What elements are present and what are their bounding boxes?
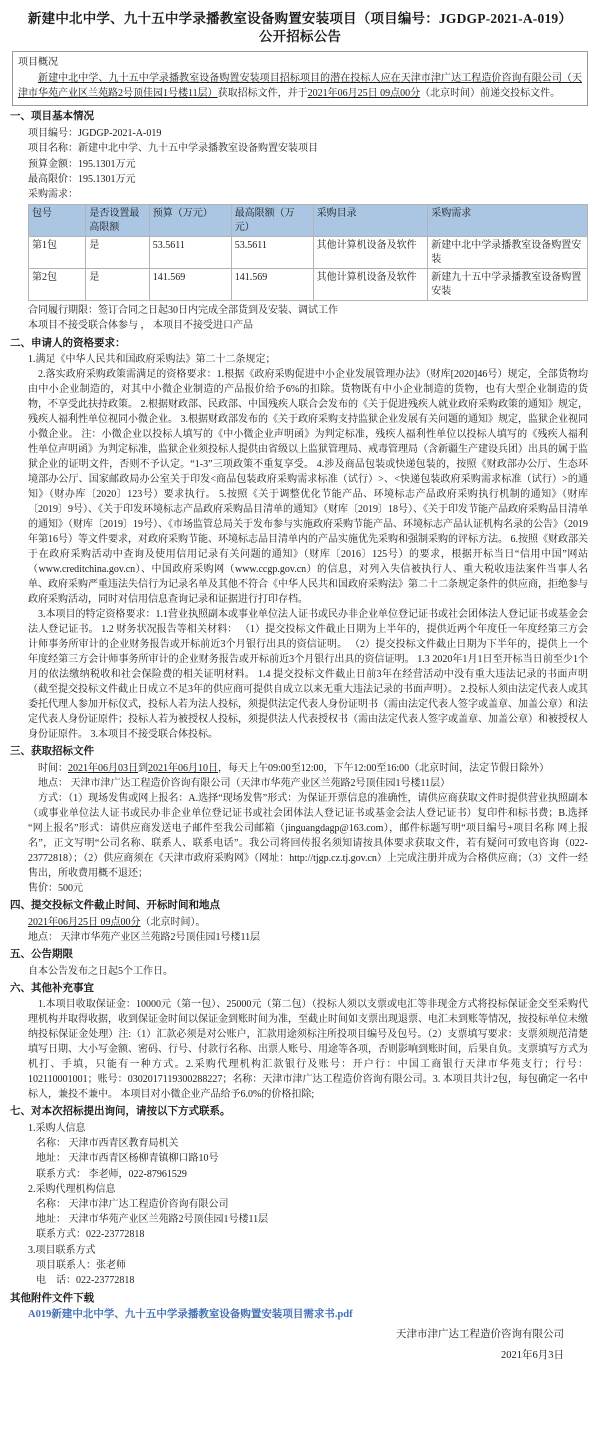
project-contact-person: 项目联系人：张老师 [36,1259,126,1271]
signature-company: 天津市津广达工程造价咨询有限公司 [396,1328,564,1340]
section-heading-3: 三、获取招标文件 [10,746,94,758]
section-heading-4: 四、提交投标文件截止时间、开标时间和地点 [10,900,220,911]
field-label: 项目编号： [28,128,78,140]
supplementary-item-1: 1.本项目收取保证金：10000元（第一包）、25000元（第二包）（投标人须以支票或电汇等非现金方式将投标保证金交至采购代理机构并取得收据，收到保证金时间以保证金到账时间为准，至截止时间如支票出现退票、电汇未到账等情况，按投标单位未缴纳投标保证金处理）注:（1）汇款必须是对公账户，汇款用途须标注所投项目编号及包号。（2）支票填写要求：支票须规范清楚填写日期、大小写金额、密码、行号、付款行名称、出票人账号、用途等各项，否则影响到账时间，后果自负。支票填写方式为机打、手填，只能有一种方式。2.采购代理机构汇款银行及账号：开户行：中国工商银行天津市华苑支行；行号：102110001001；账号：0302017119300288227；名称：天津市津广达工程造价咨询有限公司。3. 本项目共计2包，每包确定一名中标人，兼投不兼中。 本项目对小微企业产品给予6.0%的价格扣除; [28,999,588,1101]
cell-budget: 141.569 [149,269,231,301]
field-project-name [28,141,590,156]
section-heading-2: 二、申请人的资格要求： [10,337,126,349]
overview-deadline-underline: 2021年06月25日 09点00分 [307,88,421,100]
cell-catalog: 其他计算机设备及软件 [313,237,428,269]
overview-seg1: 新建中北中学、九十五中学录播教室设备购置安装项目招标项目的潜在投标人应在 [38,73,401,85]
bid-deadline-rest: （北京时间）。 [140,916,206,928]
section-heading-7: 七、对本次招标提出询问，请按以下方式联系。 [10,1106,231,1118]
section-heading-5: 五、公告期限 [10,948,73,960]
overview-label: 项目概况 [18,57,58,69]
col-header-budget: 预算（万元） [149,205,231,237]
table-header-row [29,205,588,237]
cell-budget: 53.5611 [149,237,231,269]
time-separator: 到 [138,763,148,774]
qualification-item-2: 2.落实政府采购政策需满足的资格要求：1.根据《政府采购促进中小企业发展管理办法》（财库[2020]46号）规定，全部货物均由中小企业制造的，对其中小微企业制造的产品报价给予6%的扣除。货物既有中小企业制造的货物，也有大型企业制造的货物，不享受此扶持政策。 2.根据财政部、民政部、中国残疾人联合会发布的《关于促进残疾人就业政府采购政策的通知》规定，残疾人福利性单位视同小微企业。 3.根据财政部发布的《关于政府采购支持监狱企业发展有关问题的通知》规定，监狱企业视同小微企业。 注：小微企业以投标人填写的《中小微企业声明函》为判定标准，残疾人福利性单位以投标人填写的《残疾人福利性单位声明函》为判定标准，监狱企业须投标人提供由省级以上监狱管理局、戒毒管理局（含新疆生产建设兵团）出具的属于监狱企业的证明文件，否则不予认定。“1-3”三项政策不重复享受。 4.涉及商品包装或快递包装的，按照《财政部办公厅、生态环境部办公厅、国家邮政局办公室关于印发<商品包装政府采购需求标准（试行）>、<快递包装政府采购需求标准（试行）>的通知》（财办库〔2020〕123号）要求执行。 5.按照《关于调整优化节能产品、环境标志产品政府采购执行机制的通知》（财库〔2019〕9号）、《关于印发环境标志产品政府采购品目清单的通知》（财库〔2019〕18号）、《关于印发节能产品政府采购品目清单的通知》（财库〔2019〕19号）、《市场监管总局关于发布参与实施政府采购节能产品、环境标志产品认证机构名录的公告》（2019年第16号）等文件要求，对政府采购节能、环境标志品目清单内的产品实施优先采购和强制采购的评标方法。 6.按照《财政部关于在政府采购活动中查询及使用信用记录有关问题的通知》（财库〔2016〕125号）的要求，根据开标当日“信用中国”网站（www.creditchina.gov.cn）、中国政府采购网（www.ccgp.gov.cn）的信息，对列入失信被执行人、重大税收违法案件当事人名单、政府采购严重违法失信行为记录名单及其他不符合《中华人民共和国政府采购法》第二十二条规定条件的供应商，拒绝参与政府采购活动，同时对信用信息查询记录和证据进行打印存档。 [28,369,588,606]
field-label: 预算金额： [28,158,78,170]
announcement-period-body: 自本公告发布之日起5个工作日。 [28,965,173,977]
purchaser-contact: 联系方式： 李老师，022-87961529 [36,1168,187,1180]
cell-package: 第1包 [29,237,86,269]
field-project-code [28,126,590,141]
col-header-catalog: 采购目录 [313,205,428,237]
document-acquisition-place: 地点： 天津市津广达工程造价咨询有限公司（天津市华苑产业区兰苑路2号顶佳园1号楼11层） [38,778,451,789]
attachment-download-link[interactable]: A019新建中北中学、九十五中学录播教室设备购置安装项目需求书.pdf [28,1309,353,1321]
attachments-heading: 其他附件文件下载 [10,1293,94,1305]
section-heading-1: 一、项目基本情况 [10,111,94,123]
table-row [29,269,588,301]
signature-date: 2021年6月3日 [501,1349,564,1361]
overview-body [18,71,582,101]
contract-term-text: 合同履行期限：签订合同之日起30日内完成全部货到及安装、调试工作 [28,305,338,317]
contact-group-title-agency: 2.采购代理机构信息 [28,1183,116,1195]
agency-address: 地址： 天津市华苑产业区兰苑路2号顶佳园1号楼11层 [36,1214,269,1226]
field-value: 195.1301万元 [78,173,136,185]
agency-contact: 联系方式：022-23772818 [36,1229,145,1241]
time-label: 时间： [38,763,68,774]
document-acquisition-method: 方式：（1）现场发售或网上报名：A.选择“现场发售”形式：为保证开票信息的准确性，请供应商获取文件时提供营业执照副本（或事业单位法人证书或民办非企业单位登记证书或社会团体法人登记证书或基金会法人登记证书）复印件和标书费；B.选择“网上报名”形式：请供应商发送电子邮件至我公司邮箱（jinguangdagp@163.com），邮件标题写明“项目编号+项目名称 网上报名”，正文写明“公司名称、联系人、联系电话”。我公司将回传报名须知请按具体要求获取文件，若有疑问可致电咨询（022-23772818）；（2）供应商须在《天津市政府采购网》（网址：http://tjgp.cz.tj.gov.cn）上完成注册并成为合格供应商；（3）文件一经售出，所收费用概不退还； [28,793,588,879]
qualification-item-3: 3.本项目的特定资格要求：1.1营业执照副本或事业单位法人证书或民办非企业单位登记证书或社会团体法人登记证书或基金会法人登记证书。 1.2 财务状况报告等相关材料： （1）提交投标文件截止日期为上半年的，提供近两个年度任一年度经第三方会计师事务所审计的企业财务报告或开标前近3个月银行出具的资信证明。 （2）提交投标文件截止日期为下半年的，提供上一个年度经第三方会计师事务所审计的企业财务报告或开标前近3个月银行出具的资信证明。 1.3 2020年1月1日至开标当日前至少1个月的依法缴纳税收和社会保险费的相关证明材料。 1.4 提交投标文件截止日前3年在经营活动中没有重大违法记录的书面声明（截至提交投标文件截止日成立不足3年的供应商可提供自成立以来无重大违法记录的书面声明）。 2.投标人须由法定代表人或其委托代理人参加开标仪式，投标人若为法人投标，须提供法定代表人身份证明书（需由法定代表人签字或盖章、加盖公章）和法定代表人身份证原件；投标人若为被授权人投标，须提供法人代表授权书（需由法定代表人签字或盖章、加盖公章）和被授权人身份证原件。 3.本项目不接受联合体投标。 [28,609,588,741]
col-header-requirement: 采购需求 [428,205,588,237]
bid-deadline-underline: 2021年06月25日 09点00分 [28,916,141,928]
procurement-requirement-table [28,204,588,301]
cell-requirement: 新建中北中学录播教室设备购置安装 [428,237,588,269]
cell-catalog: 其他计算机设备及软件 [313,269,428,301]
time-detail: ，每天上午09:00至12:00，下午12:00至16:00（北京时间，法定节假日除外） [218,763,550,774]
field-value: 195.1301万元 [78,158,136,170]
document-acquisition-time [28,761,588,776]
cell-requirement: 新建九十五中学录播教室设备购置安装 [428,269,588,301]
purchaser-name: 名称： 天津市西青区教育局机关 [36,1138,179,1150]
project-contact-phone: 电 话：022-23772818 [36,1274,135,1286]
cell-has-max: 是 [86,269,149,301]
cell-max-limit: 141.569 [231,269,313,301]
col-header-max-limit: 最高限额（万元） [231,205,313,237]
field-label: 项目名称： [28,143,78,155]
table-row [29,237,588,269]
section-heading-6: 六、其他补充事宜 [10,982,94,994]
time-start: 2021年06月03日 [68,763,138,774]
bid-open-place: 地点： 天津市华苑产业区兰苑路2号顶佳园1号楼11层 [28,931,261,943]
document-price: 售价：500元 [28,883,83,894]
field-label: 最高限价： [28,173,78,185]
time-end: 2021年06月10日 [148,763,218,774]
cell-max-limit: 53.5611 [231,237,313,269]
project-notes-text: 本项目不接受联合体参与 ， 本项目不接受进口产品 [28,320,253,332]
agency-name: 名称： 天津市津广达工程造价咨询有限公司 [36,1198,229,1210]
contact-group-title-project: 3.项目联系方式 [28,1244,96,1256]
field-value: 新建中北中学、九十五中学录播教室设备购置安装项目 [78,143,318,155]
contact-group-title-purchaser: 1.采购人信息 [28,1123,86,1134]
field-value: JGDGP-2021-A-019 [78,128,162,140]
project-overview-box [12,51,588,106]
purchaser-address: 地址： 天津市西青区杨柳青镇柳口路10号 [36,1153,219,1165]
field-max-price [28,172,590,187]
col-header-package: 包号 [29,205,86,237]
field-budget-amount [28,157,590,172]
qualification-item-1: 1.满足《中华人民共和国政府采购法》第二十二条规定； [28,354,276,366]
overview-agency-underline: 天津市津广达工程造价咨询有限公司（天津市华苑产业区兰苑路2号顶佳园1号楼11层） [18,73,583,100]
overview-seg3: 获取招标文件，并于 [217,88,308,100]
bid-deadline [28,915,588,930]
col-header-has-max: 是否设置最高限额 [86,205,149,237]
overview-seg5: （北京时间）前递交投标文件。 [420,88,561,100]
cell-has-max: 是 [86,237,149,269]
cell-package: 第2包 [29,269,86,301]
procurement-requirement-caption: 采购需求： [28,188,78,200]
page-title: 新建中北中学、九十五中学录播教室设备购置安装项目（项目编号：JGDGP-2021-A-019）公开招标公告 [27,11,573,45]
